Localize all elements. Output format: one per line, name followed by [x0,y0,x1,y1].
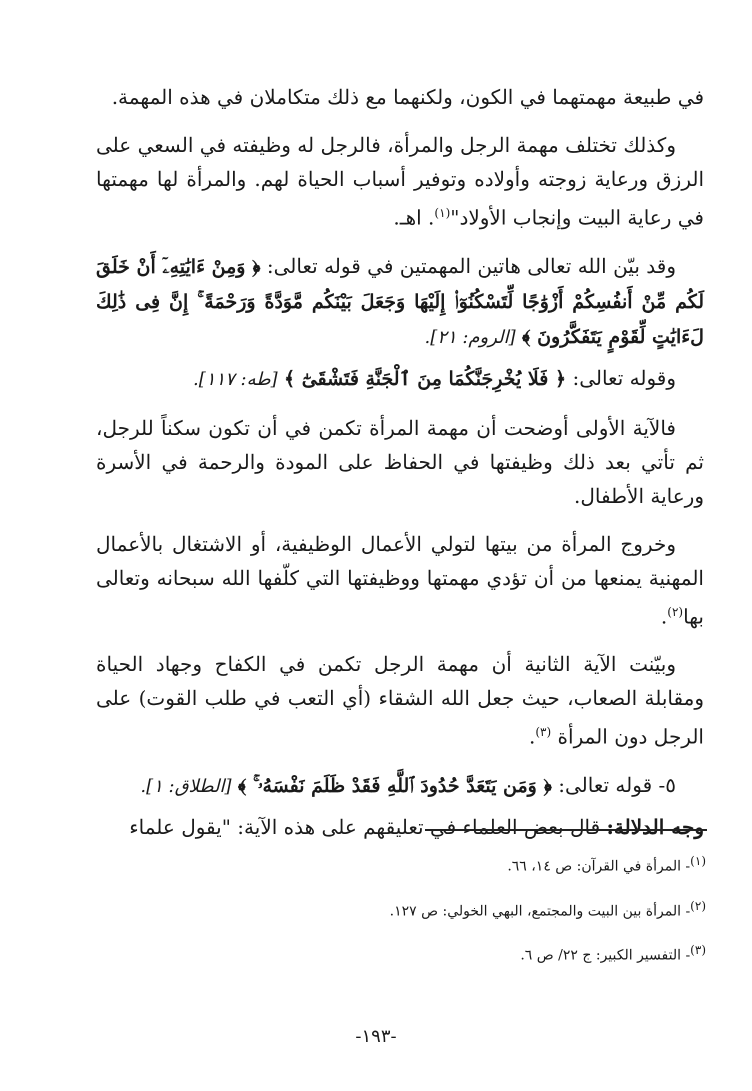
footnote-separator [425,829,707,831]
footnote-marker-3: (٣) [535,725,552,740]
paragraph-3-lead: وقد بيّن الله تعالى هاتين المهمتين في قوله تعالى: [266,253,676,278]
verse-reference-taha: [طه: ١١٧]. [193,368,278,390]
footnote-2 [280,887,706,932]
footnote-1-number: (١) [690,854,706,868]
paragraph-6-end: . [660,604,668,629]
body-text [96,80,704,844]
paragraph-9-text: قال بعض العلماء في تعليقهم على هذه الآية: "يقول علماء [129,814,601,839]
paragraph-5 [96,411,704,513]
paragraph-4-lead: وقوله تعالى: [572,365,676,390]
paragraph-9 [96,810,704,844]
verse-reference-rum: [الروم: ٢١]. [424,326,516,348]
footnote-1-text: - المرأة في القرآن: ص ١٤، ٦٦. [507,858,691,875]
paragraph-1-text: في طبيعة مهمتهما في الكون، ولكنهما مع ذلك متكاملان في هذه المهمة. [111,85,704,109]
footnote-3-text: - التفسير الكبير: ج ٢٢/ ص ٦. [520,947,691,964]
footnote-2-text: - المرأة بين البيت والمجتمع، البهي الخولي: ص ١٢٧. [389,903,691,920]
quran-verse-taha: ﴿ فَلَا يُخْرِجَنَّكُمَا مِنَ ٱلْجَنَّةِ فَتَشْقَىٰٓ ﴾ [283,367,567,390]
paragraph-8 [96,768,704,804]
paragraph-2-end: . اهـ. [393,205,435,230]
footnote-3-number: (٣) [690,943,706,958]
footnote-2-number: (٢) [690,898,706,913]
footnote-1 [280,842,706,887]
paragraph-8-lead: ٥- قوله تعالى: [558,772,676,797]
paragraph-7 [96,647,704,754]
paragraph-6-text: وخروج المرأة من بيتها لتولي الأعمال الوظيفية، أو الاشتغال بالأعمال المهنية يمنعها من أن تؤدي مهمتها ووظيفتها التي كلّفها الله سبحانه وتعالى بها [96,531,704,629]
paragraph-2-text: وكذلك تختلف مهمة الرجل والمرأة، فالرجل له وظيفته في السعي على الرزق ورعاية زوجته وأولاده وتوفير أسباب الحياة لهم. والمرأة لها مهمتها في رعاية البيت وإنجاب الأولاد" [96,133,704,230]
page-number: -١٩٣- [355,1026,397,1047]
paragraph-7-end: . [529,724,536,749]
quran-verse-rum: ﴿ وَمِنْ ءَايَٰتِهِۦٓ أَنْ خَلَقَ لَكُم مِّنْ أَنفُسِكُمْ أَزْوَٰجًا لِّتَسْكُنُوٓا۟ إِلَيْهَا وَجَعَلَ بَيْنَكُم مَّوَدَّةً وَرَحْمَةً ۚ إِنَّ فِى ذَٰلِكَ لَءَايَٰتٍ لِّقَوْمٍ يَتَفَكَّرُونَ ﴾ [96,255,704,348]
footnote-marker-2: (٢) [667,604,684,619]
paragraph-1 [96,80,704,114]
footnote-3 [280,931,706,976]
paragraph-5-text: فالآية الأولى أوضحت أن مهمة المرأة تكمن في أن تكون سكناً للرجل، ثم تأتي بعد ذلك وظيفتها في الحفاظ على المودة والرحمة في الأسرة ورعاية الأطفال. [96,415,704,508]
paragraph-4 [96,361,704,397]
evidence-label: وجه الدلالة: [606,814,704,839]
verse-reference-talaq: [الطلاق: ١]. [140,775,232,797]
paragraph-6 [96,527,704,634]
footnote-marker-1: (١) [434,206,451,220]
paragraph-7-text: وبيّنت الآية الثانية أن مهمة الرجل تكمن في الكفاح وجهاد الحياة ومقابلة الصعاب، حيث جعل الله الشقاء (أي التعب في طلب القوت) على الرجل دون المرأة [96,652,704,749]
footnotes [280,842,706,976]
paragraph-3 [96,249,704,355]
quran-verse-talaq: ﴿ وَمَن يَتَعَدَّ حُدُودَ ٱللَّهِ فَقَدْ ظَلَمَ نَفْسَهُۥ ۚ ﴾ [237,774,552,797]
paragraph-2 [96,128,704,235]
